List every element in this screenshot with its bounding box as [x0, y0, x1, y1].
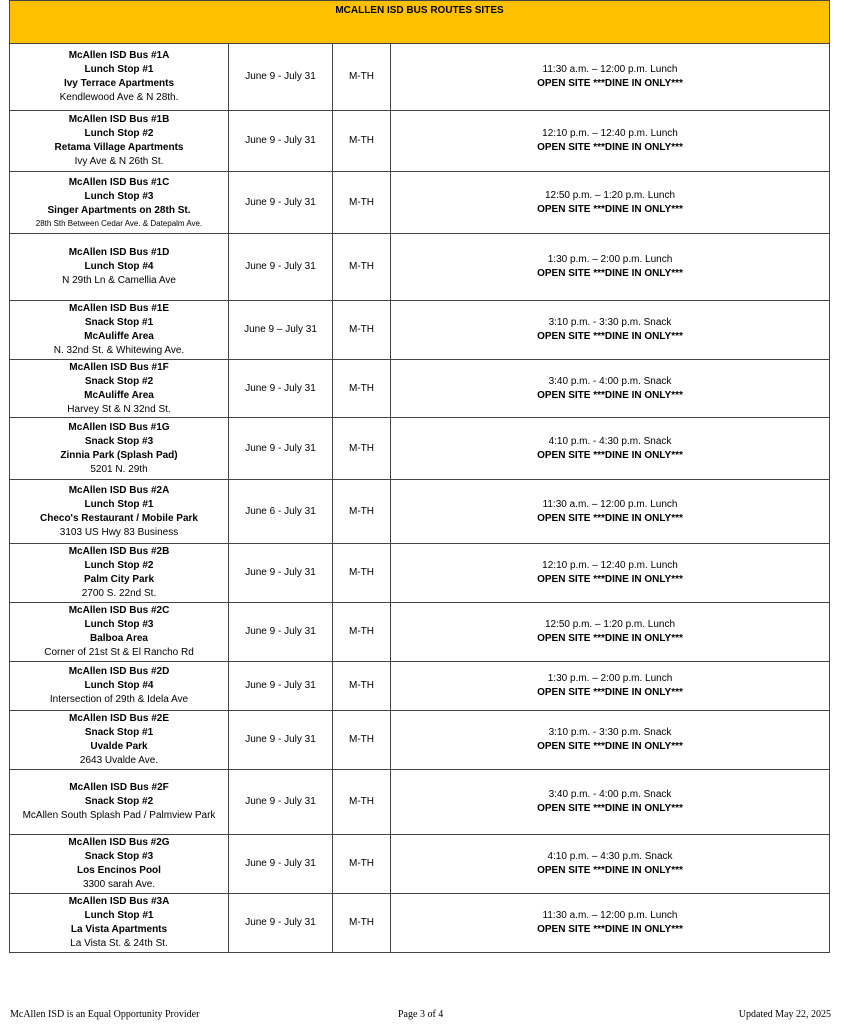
site-address: 2643 Uvalde Ave.	[79, 755, 159, 766]
bus-label: McAllen ISD Bus #2C	[68, 605, 170, 616]
site-address: N 29th Ln & Camellia Ave	[62, 275, 176, 286]
route-dates: June 9 - July 31	[229, 603, 333, 662]
route-time-cell	[391, 172, 830, 234]
route-time-cell	[391, 603, 830, 662]
table-row	[10, 172, 830, 234]
route-time-cell	[391, 301, 830, 360]
site-name: Singer Apartments on 28th St.	[47, 204, 191, 216]
route-dates: June 9 - July 31	[229, 770, 333, 835]
footer-equal-opportunity: McAllen ISD is an Equal Opportunity Provider	[10, 1009, 200, 1020]
meal-time: 3:10 p.m. - 3:30 p.m. Snack	[548, 317, 672, 328]
site-address: 5201 N. 29th	[90, 463, 148, 475]
route-site-cell	[10, 835, 229, 894]
route-days: M-TH	[333, 111, 391, 172]
table-row	[10, 360, 830, 418]
routes-body	[10, 44, 830, 953]
route-days: M-TH	[333, 301, 391, 360]
route-time-cell	[391, 480, 830, 544]
stop-label: Lunch Stop #3	[84, 190, 154, 202]
stop-label: Lunch Stop #1	[84, 910, 154, 921]
bus-label: McAllen ISD Bus #1A	[68, 50, 170, 61]
site-address: 2700 S. 22nd St.	[81, 588, 157, 599]
meal-time: 4:10 p.m. – 4:30 p.m. Snack	[547, 851, 673, 862]
route-dates: June 9 - July 31	[229, 662, 333, 711]
table-row	[10, 544, 830, 603]
route-dates: June 9 - July 31	[229, 234, 333, 301]
route-days: M-TH	[333, 544, 391, 603]
route-time-cell	[391, 111, 830, 172]
route-dates: June 9 - July 31	[229, 111, 333, 172]
route-dates: June 9 - July 31	[229, 44, 333, 111]
site-note: OPEN SITE ***DINE IN ONLY***	[537, 865, 683, 876]
bus-label: McAllen ISD Bus #1E	[68, 303, 170, 314]
route-site-cell	[10, 301, 229, 360]
route-site-cell	[10, 418, 229, 480]
site-note: OPEN SITE ***DINE IN ONLY***	[537, 78, 683, 89]
site-name: Retama Village Apartments	[54, 142, 184, 153]
site-name: La Vista Apartments	[70, 924, 168, 935]
route-time-cell	[391, 360, 830, 418]
route-dates: June 9 - July 31	[229, 711, 333, 770]
route-site-cell	[10, 111, 229, 172]
stop-label: Lunch Stop #2	[84, 128, 154, 139]
table-row	[10, 111, 830, 172]
bus-label: McAllen ISD Bus #1B	[68, 114, 170, 125]
route-site-cell	[10, 770, 229, 835]
meal-time: 12:50 p.m. – 1:20 p.m. Lunch	[544, 189, 676, 201]
site-address: McAllen South Splash Pad / Palmview Park	[22, 810, 216, 821]
site-name: Balboa Area	[90, 633, 148, 644]
route-time-cell	[391, 544, 830, 603]
bus-label: McAllen ISD Bus #2E	[68, 713, 170, 724]
route-site-cell	[10, 711, 229, 770]
route-days: M-TH	[333, 418, 391, 480]
site-note: OPEN SITE ***DINE IN ONLY***	[537, 449, 683, 461]
site-name: McAuliffe Area	[84, 389, 154, 401]
table-row	[10, 44, 830, 111]
table-row	[10, 603, 830, 662]
bus-label: McAllen ISD Bus #1C	[68, 176, 170, 188]
site-note: OPEN SITE ***DINE IN ONLY***	[537, 512, 683, 524]
route-dates: June 9 - July 31	[229, 418, 333, 480]
site-name: Uvalde Park	[90, 741, 148, 752]
route-days: M-TH	[333, 44, 391, 111]
stop-label: Snack Stop #3	[84, 435, 154, 447]
route-site-cell	[10, 662, 229, 711]
site-address: 3103 US Hwy 83 Business	[59, 526, 179, 538]
meal-time: 12:10 p.m. – 12:40 p.m. Lunch	[542, 560, 678, 571]
route-dates: June 9 – July 31	[229, 301, 333, 360]
site-address: Corner of 21st St & El Rancho Rd	[44, 647, 194, 658]
site-note: OPEN SITE ***DINE IN ONLY***	[537, 924, 683, 935]
table-title: MCALLEN ISD BUS ROUTES SITES	[10, 1, 830, 44]
table-row	[10, 480, 830, 544]
table-row	[10, 894, 830, 953]
route-time-cell	[391, 770, 830, 835]
route-time-cell	[391, 894, 830, 953]
site-note: OPEN SITE ***DINE IN ONLY***	[537, 268, 683, 279]
site-note: OPEN SITE ***DINE IN ONLY***	[537, 203, 683, 215]
route-days: M-TH	[333, 234, 391, 301]
route-time-cell	[391, 835, 830, 894]
stop-label: Lunch Stop #3	[84, 619, 154, 630]
route-site-cell	[10, 480, 229, 544]
bus-label: McAllen ISD Bus #1G	[68, 421, 170, 433]
meal-time: 12:50 p.m. – 1:20 p.m. Lunch	[544, 619, 676, 630]
site-note: OPEN SITE ***DINE IN ONLY***	[537, 803, 683, 814]
meal-time: 1:30 p.m. – 2:00 p.m. Lunch	[547, 673, 673, 684]
route-dates: June 9 - July 31	[229, 544, 333, 603]
site-address: 3300 sarah Ave.	[82, 879, 156, 890]
stop-label: Lunch Stop #2	[84, 560, 154, 571]
footer-page-number: Page 3 of 4	[398, 1009, 444, 1020]
table-row	[10, 770, 830, 835]
bus-label: McAllen ISD Bus #3A	[68, 896, 170, 907]
meal-time: 11:30 a.m. – 12:00 p.m. Lunch	[542, 64, 678, 75]
stop-label: Snack Stop #1	[84, 317, 154, 328]
site-note: OPEN SITE ***DINE IN ONLY***	[537, 687, 683, 698]
site-address: 28th Sth Between Cedar Ave. & Datepalm Ave.	[35, 218, 203, 228]
site-name: Palm City Park	[83, 574, 155, 585]
route-site-cell	[10, 894, 229, 953]
route-site-cell	[10, 360, 229, 418]
stop-label: Lunch Stop #1	[84, 64, 154, 75]
meal-time: 11:30 a.m. – 12:00 p.m. Lunch	[542, 910, 678, 921]
meal-time: 12:10 p.m. – 12:40 p.m. Lunch	[542, 128, 678, 139]
site-name: McAuliffe Area	[84, 331, 154, 342]
meal-time: 3:40 p.m. - 4:00 p.m. Snack	[548, 789, 672, 800]
route-days: M-TH	[333, 711, 391, 770]
table-row	[10, 234, 830, 301]
table-row	[10, 662, 830, 711]
stop-label: Lunch Stop #4	[84, 261, 154, 272]
route-dates: June 9 - July 31	[229, 894, 333, 953]
site-note: OPEN SITE ***DINE IN ONLY***	[537, 331, 683, 342]
site-address: Kendlewood Ave & N 28th.	[59, 92, 179, 103]
site-address: Ivy Ave & N 26th St.	[74, 156, 164, 167]
table-row	[10, 301, 830, 360]
stop-label: Snack Stop #3	[84, 851, 154, 862]
stop-label: Snack Stop #2	[84, 375, 154, 387]
header-row	[10, 1, 830, 44]
bus-label: McAllen ISD Bus #1D	[68, 247, 170, 258]
routes-table	[9, 0, 830, 953]
route-time-cell	[391, 662, 830, 711]
route-dates: June 6 - July 31	[229, 480, 333, 544]
table-row	[10, 711, 830, 770]
site-name: Checo's Restaurant / Mobile Park	[40, 512, 198, 524]
route-days: M-TH	[333, 835, 391, 894]
site-address: Harvey St & N 32nd St.	[67, 403, 171, 415]
meal-time: 3:40 p.m. - 4:00 p.m. Snack	[548, 375, 672, 387]
site-note: OPEN SITE ***DINE IN ONLY***	[537, 574, 683, 585]
route-site-cell	[10, 603, 229, 662]
table-row	[10, 418, 830, 480]
bus-label: McAllen ISD Bus #2F	[69, 782, 169, 793]
site-note: OPEN SITE ***DINE IN ONLY***	[537, 389, 683, 401]
stop-label: Lunch Stop #4	[84, 680, 154, 691]
route-site-cell	[10, 44, 229, 111]
route-time-cell	[391, 418, 830, 480]
site-name: Los Encinos Pool	[77, 865, 161, 876]
route-days: M-TH	[333, 480, 391, 544]
meal-time: 4:10 p.m. - 4:30 p.m. Snack	[548, 435, 672, 447]
table-row	[10, 835, 830, 894]
bus-label: McAllen ISD Bus #1F	[69, 361, 169, 373]
bus-label: McAllen ISD Bus #2D	[68, 666, 170, 677]
meal-time: 1:30 p.m. – 2:00 p.m. Lunch	[547, 254, 673, 265]
route-time-cell	[391, 711, 830, 770]
route-time-cell	[391, 234, 830, 301]
route-time-cell	[391, 44, 830, 111]
bus-label: McAllen ISD Bus #2B	[68, 546, 170, 557]
route-days: M-TH	[333, 360, 391, 418]
site-name: Ivy Terrace Apartments	[63, 78, 175, 89]
route-dates: June 9 - July 31	[229, 835, 333, 894]
route-days: M-TH	[333, 603, 391, 662]
site-address: La Vista St. & 24th St.	[70, 938, 168, 949]
stop-label: Snack Stop #2	[84, 796, 154, 807]
site-name: Zinnia Park (Splash Pad)	[60, 449, 178, 461]
meal-time: 11:30 a.m. – 12:00 p.m. Lunch	[542, 498, 678, 510]
route-days: M-TH	[333, 172, 391, 234]
route-site-cell	[10, 234, 229, 301]
bus-label: McAllen ISD Bus #2A	[68, 484, 170, 496]
site-note: OPEN SITE ***DINE IN ONLY***	[537, 741, 683, 752]
bus-label: McAllen ISD Bus #2G	[68, 837, 170, 848]
stop-label: Snack Stop #1	[84, 727, 154, 738]
route-dates: June 9 - July 31	[229, 172, 333, 234]
route-site-cell	[10, 544, 229, 603]
route-days: M-TH	[333, 662, 391, 711]
site-note: OPEN SITE ***DINE IN ONLY***	[537, 633, 683, 644]
stop-label: Lunch Stop #1	[84, 498, 154, 510]
site-note: OPEN SITE ***DINE IN ONLY***	[537, 142, 683, 153]
route-days: M-TH	[333, 894, 391, 953]
site-address: Intersection of 29th & Idela Ave	[49, 694, 189, 705]
route-dates: June 9 - July 31	[229, 360, 333, 418]
footer-updated-date: Updated May 22, 2025	[738, 1009, 831, 1020]
site-address: N. 32nd St. & Whitewing Ave.	[53, 345, 185, 356]
route-site-cell	[10, 172, 229, 234]
route-days: M-TH	[333, 770, 391, 835]
meal-time: 3:10 p.m. - 3:30 p.m. Snack	[548, 727, 672, 738]
